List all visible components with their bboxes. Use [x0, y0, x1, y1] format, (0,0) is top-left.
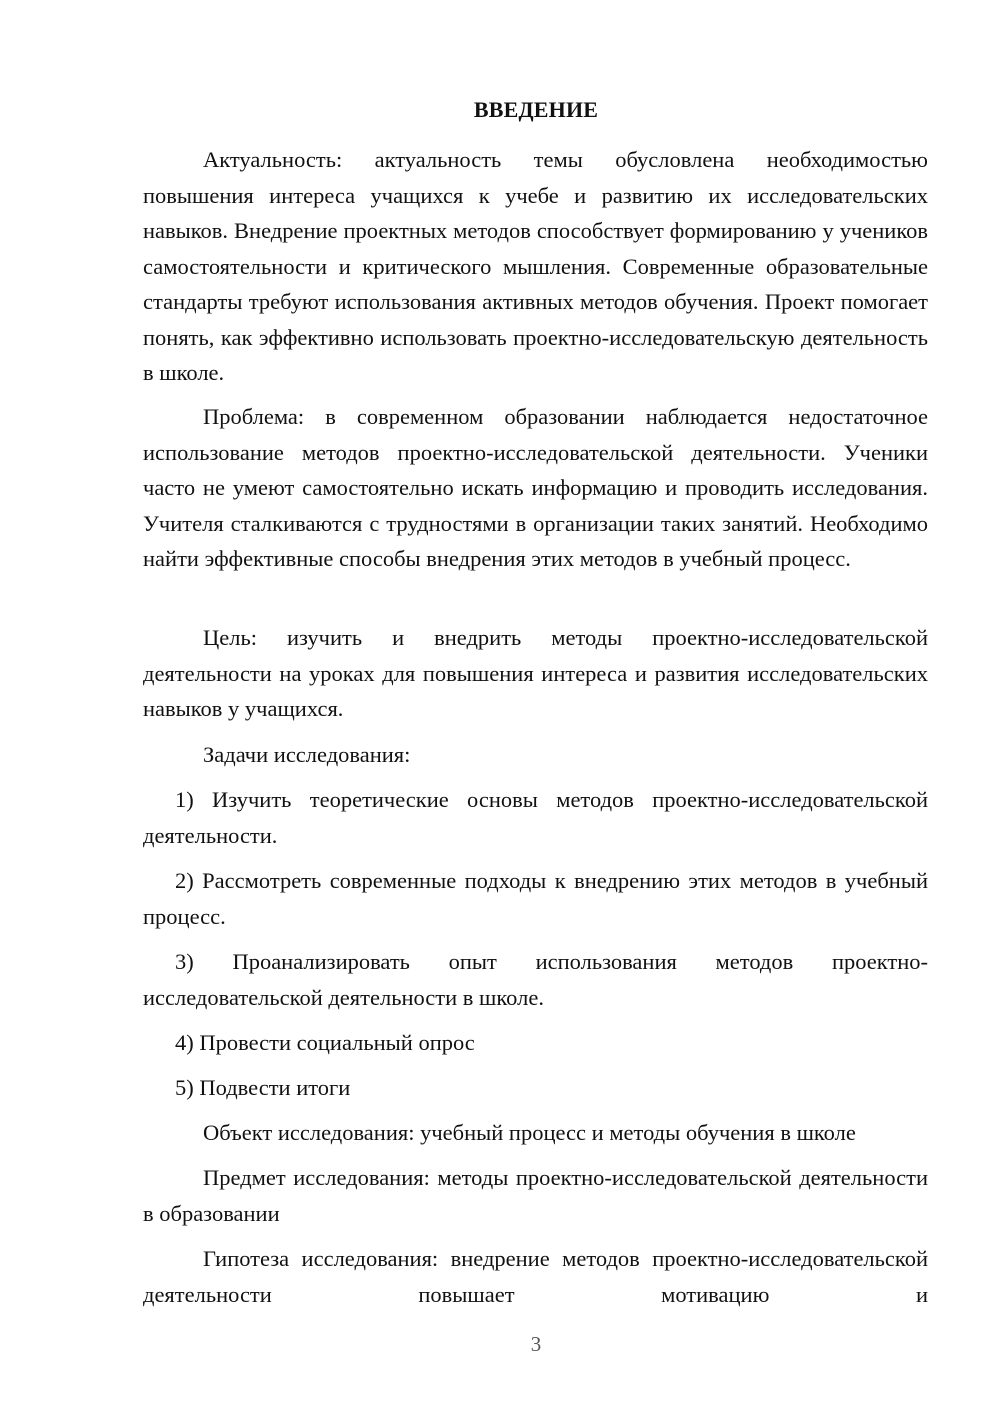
task-item-3: 3) Проанализировать опыт использования методов проектно-исследовательской деятельности в школе. [143, 949, 928, 1010]
relevance-paragraph: Актуальность: актуальность темы обусловлена необходимостью повышения интереса учащихся к учебе и развитию их исследовательских навыков. Внедрение проектных методов способствует формированию у учеников самостоятельности и критического мышления. Современные образовательные стандарты требуют использования активных методов обучения. Проект помогает понять, как эффективно использовать проектно-исследовательскую деятельность в школе. [143, 147, 928, 385]
subject-paragraph: Предмет исследования: методы проектно-исследовательской деятельности в образовании [143, 1165, 928, 1226]
task-item-1: 1) Изучить теоретические основы методов проектно-исследовательской деятельности. [143, 787, 928, 848]
page-title: ВВЕДЕНИЕ [473, 97, 599, 122]
task-item-4: 4) Провести социальный опрос [175, 1030, 475, 1055]
task-item-2: 2) Рассмотреть современные подходы к внедрению этих методов в учебный процесс. [143, 868, 928, 929]
goal-paragraph: Цель: изучить и внедрить методы проектно-исследовательской деятельности на уроках для повышения интереса и развития исследовательских навыков у учащихся. [143, 625, 928, 721]
hypothesis-paragraph: Гипотеза исследования: внедрение методов проектно-исследовательской деятельности повышает мотивацию и [143, 1246, 928, 1307]
task-item-5: 5) Подвести итоги [175, 1075, 351, 1100]
problem-paragraph: Проблема: в современном образовании наблюдается недостаточное использование методов проектно-исследовательской деятельности. Ученики часто не умеют самостоятельно искать информацию и проводить исследования. Учителя сталкиваются с трудностями в организации таких занятий. Необходимо найти эффективные способы внедрения этих методов в учебный процесс. [143, 404, 928, 571]
tasks-heading: Задачи исследования: [203, 742, 411, 767]
page-number: 3 [530, 1332, 542, 1356]
object-paragraph: Объект исследования: учебный процесс и методы обучения в школе [203, 1120, 856, 1145]
